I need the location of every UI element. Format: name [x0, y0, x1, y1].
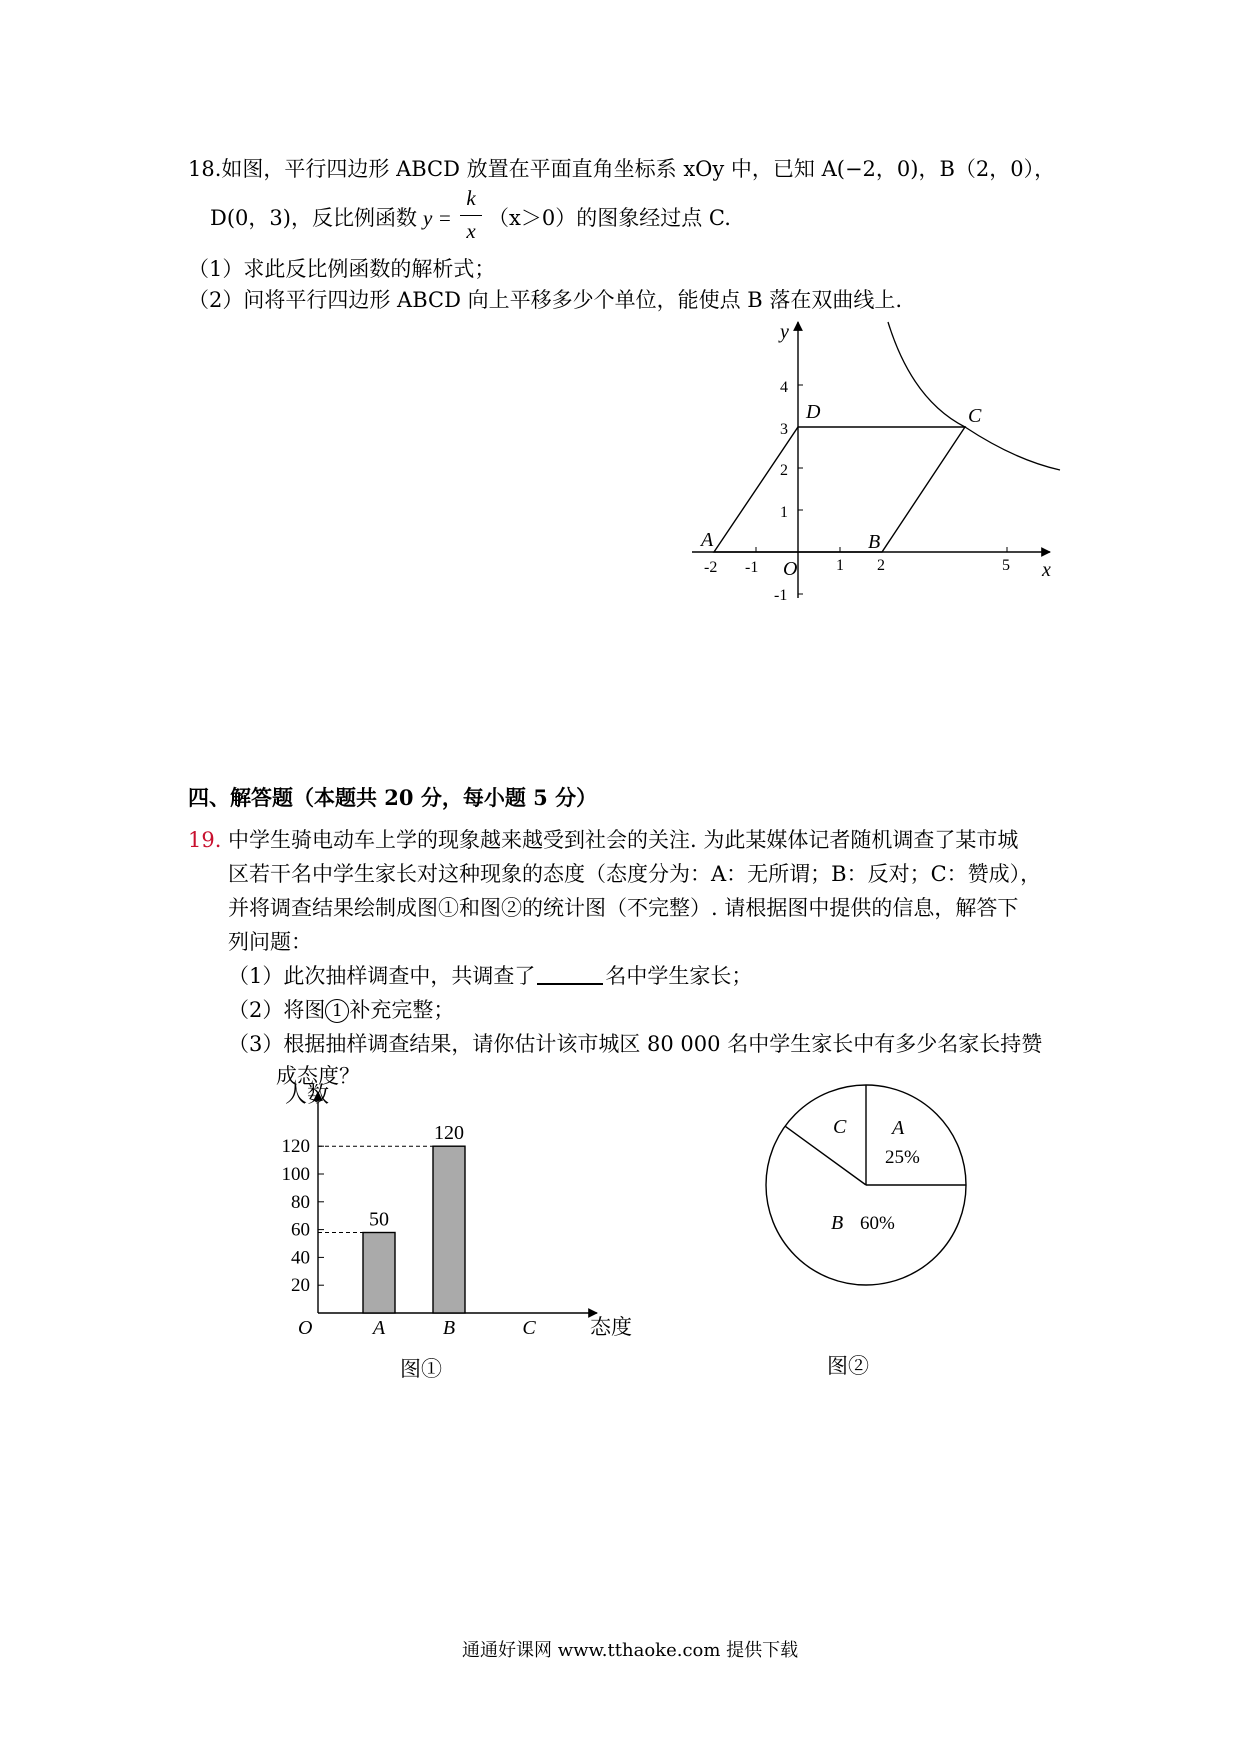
footer-text: 通通好课网 www.tthaoke.com 提供下载: [462, 1640, 799, 1661]
label-point-a: A: [701, 529, 714, 551]
q19-line3: 并将调查结果绘制成图①和图②的统计图（不完整）. 请根据图中提供的信息，解答下: [228, 896, 1019, 920]
q19-line2: 区若干名中学生家长对这种现象的态度（态度分为：A：无所谓；B：反对；C：赞成），: [228, 862, 1042, 886]
bar-y-tick-label: 80: [291, 1191, 310, 1213]
pie-slice-dividers: [785, 1085, 966, 1185]
bar-chart-caption: 图①: [400, 1357, 442, 1381]
y-tick-label-3: 3: [780, 421, 788, 438]
x-tick-label-neg1: -1: [745, 559, 759, 576]
q18-part1: （1）求此反比例函数的解析式；: [188, 257, 496, 281]
bar-y-tick-label: 40: [291, 1247, 310, 1269]
y-tick-label-1: 1: [780, 504, 788, 521]
q18-line2-post: （x＞0）的图象经过点 C.: [488, 206, 731, 230]
q19-part2: [228, 997, 454, 1023]
q19-part3-line2: 成态度？: [276, 1064, 360, 1088]
bar-chart-ylabel: 人数: [285, 1082, 330, 1107]
y-tick-label-4: 4: [780, 379, 788, 396]
bar-chart-origin: O: [298, 1317, 313, 1339]
label-origin: O: [783, 558, 798, 580]
q18-part2: （2）问将平行四边形 ABCD 向上平移多少个单位，能使点 B 落在双曲线上.: [188, 288, 903, 312]
q18-frac-numerator: k: [466, 186, 476, 210]
label-y-axis: y: [780, 321, 789, 343]
pie-circle: [766, 1085, 966, 1285]
bar-chart-xlabel: 态度: [590, 1315, 632, 1339]
q19-part2-post: 补充完整；: [349, 998, 455, 1022]
bar-category-a: A: [372, 1317, 386, 1339]
pie-chart-caption: 图②: [827, 1354, 869, 1378]
y-tick-label-2: 2: [780, 462, 788, 479]
label-point-b: B: [868, 531, 881, 553]
q19-part1-pre: （1）此次抽样调查中，共调查了: [228, 964, 536, 988]
parallelogram-abcd: [714, 427, 965, 552]
q18-func-y: y =: [423, 206, 452, 230]
bar-y-tick-label: 100: [281, 1164, 310, 1185]
q19-part1-blank: [537, 963, 603, 985]
q19-part2-circled-number: 1: [325, 999, 349, 1023]
bar-y-tick-label: 60: [291, 1219, 310, 1241]
q19-part3-line1: （3）根据抽样调查结果，请你估计该市城区 80 000 名中学生家长中有多少名家长持赞: [228, 1032, 1043, 1056]
bar-data-label-b: 120: [434, 1122, 464, 1145]
q18-line1: 18.如图，平行四边形 ABCD 放置在平面直角坐标系 xOy 中，已知 A(−2，0)，B（2，0），: [188, 157, 1056, 181]
q19-part2-pre: （2）将图: [228, 998, 326, 1022]
q19-part1: [228, 963, 752, 989]
x-tick-label-neg2: -2: [704, 559, 718, 576]
pie-label-c: C: [833, 1116, 847, 1138]
bar-a: [363, 1233, 395, 1314]
x-tick-label-5: 5: [1002, 557, 1010, 574]
q18-line2-pre: D(0，3)，反比例函数: [210, 206, 417, 230]
pie-pct-b: 60%: [860, 1213, 895, 1234]
q19-line1: 中学生骑电动车上学的现象越来越受到社会的关注. 为此某媒体记者随机调查了某市城: [228, 828, 1019, 852]
label-point-d: D: [806, 401, 821, 423]
bar-b: [433, 1146, 465, 1313]
pie-label-a: A: [892, 1117, 905, 1139]
bar-category-c: C: [522, 1317, 536, 1339]
q18-frac-denominator: x: [466, 219, 476, 243]
q19-number: 19.: [188, 828, 222, 852]
q19-line4: 列问题：: [228, 930, 312, 954]
bar-data-label-a: 50: [369, 1208, 389, 1231]
pie-pct-a: 25%: [885, 1147, 920, 1168]
label-x-axis: x: [1042, 559, 1051, 581]
bar-y-tick-label: 120: [281, 1136, 310, 1158]
bar-category-b: B: [442, 1317, 456, 1339]
hyperbola-curve: [888, 322, 1060, 470]
q18-frac-bar: [460, 215, 482, 216]
x-tick-label-1: 1: [836, 557, 844, 574]
x-tick-label-2: 2: [877, 557, 885, 574]
section4-heading: 四、解答题（本题共 20 分，每小题 5 分）: [188, 785, 598, 810]
pie-label-b: B: [831, 1212, 844, 1234]
label-point-c: C: [968, 405, 982, 427]
y-tick-label-neg1: -1: [774, 587, 788, 604]
bar-y-tick-label: 20: [291, 1275, 310, 1297]
q19-part1-post: 名中学生家长；: [605, 964, 753, 988]
